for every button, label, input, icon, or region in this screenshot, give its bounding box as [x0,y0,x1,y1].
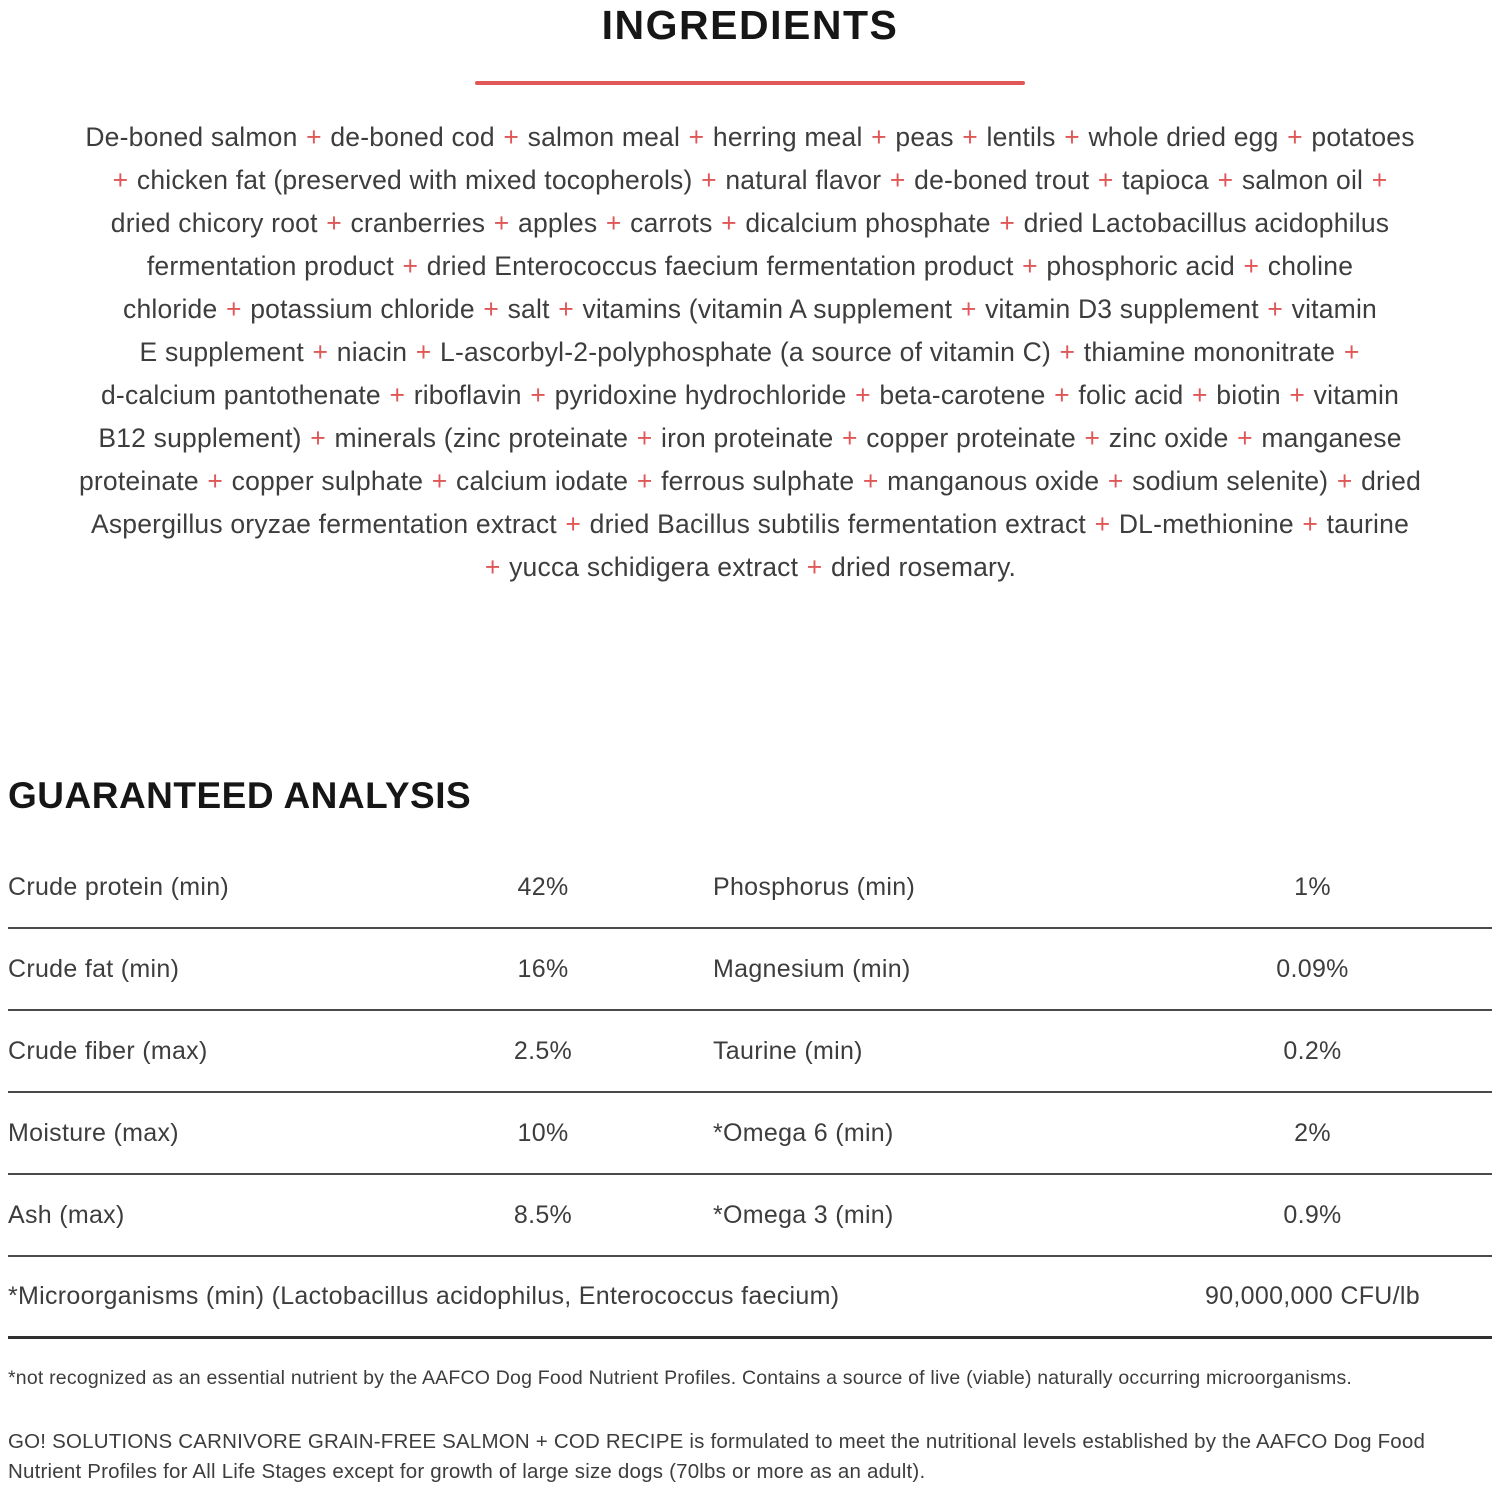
ingredient-line: + chicken fat (preserved with mixed tocopherols) + natural flavor + de-boned trout + tapioca + salmon oil + [112,165,1388,195]
plus-separator: + [999,208,1015,238]
ingredient-line: chloride + potassium chloride + salt + vitamins (vitamin A supplement + vitamin D3 supplement + vitamin [123,294,1377,324]
plus-separator: + [1237,423,1253,453]
ga-label-right: Phosphorus (min) [713,872,916,901]
ga-label-right: *Omega 6 (min) [713,1118,894,1147]
plus-separator: + [1059,337,1076,367]
ga-row [8,847,1492,929]
ingredients-text [0,116,1500,589]
ga-micro-row [8,1257,1492,1339]
plus-separator: + [605,208,622,238]
ga-micro-value: 90,000,000 CFU/lb [1205,1282,1420,1310]
ga-value-right: 0.09% [1276,954,1349,983]
plus-separator: + [636,466,653,496]
ingredient-line: B12 supplement) + minerals (zinc proteinate + iron proteinate + copper proteinate + zinc oxide + manganese [98,423,1402,453]
ga-label-left: Ash (max) [8,1200,125,1229]
plus-separator: + [1022,251,1038,281]
ingredient-line: d-calcium pantothenate + riboflavin + pyridoxine hydrochloride + beta-carotene + folic acid + biotin + vitamin [100,380,1400,410]
plus-separator: + [207,466,224,496]
ga-value-right: 0.2% [1283,1036,1342,1065]
plus-separator: + [558,294,574,324]
plus-separator: + [889,165,906,195]
micro-footnote: *not recognized as an essential nutrient by the AAFCO Dog Food Nutrient Profiles. Contains a source of live (viable) naturally occurring microorganisms. [8,1367,1353,1389]
plus-separator: + [306,122,322,152]
plus-separator: + [701,165,717,195]
ingredient-line: De-boned salmon + de-boned cod + salmon meal + herring meal + peas + lentils + whole dried egg + potatoes [85,122,1415,152]
plus-separator: + [960,294,977,324]
plus-separator: + [871,122,887,152]
title-underline-rule [475,81,1025,85]
plus-separator: + [312,337,329,367]
ga-row [8,1175,1492,1257]
plus-separator: + [688,122,705,152]
plus-separator: + [483,294,500,324]
ga-value-left: 42% [517,872,569,901]
ga-value-left: 10% [517,1118,569,1147]
ga-label-right: Magnesium (min) [713,954,911,983]
plus-separator: + [1084,423,1101,453]
plus-separator: + [431,466,448,496]
plus-separator: + [225,294,242,324]
plus-separator: + [1343,337,1360,367]
ga-value-right: 1% [1294,872,1331,901]
ingredient-line: fermentation product + dried Enterococcus faecium fermentation product + phosphoric acid + choline [146,251,1354,281]
ga-label-left: Crude protein (min) [8,872,230,901]
ga-row [8,1093,1492,1175]
ga-value-left: 16% [517,954,569,983]
plus-separator: + [402,251,419,281]
plus-separator: + [310,423,326,453]
ingredient-line: E supplement + niacin + L-ascorbyl-2-polyphosphate (a source of vitamin C) + thiamine mononitrate + [139,337,1360,367]
ga-value-left: 8.5% [513,1200,573,1229]
plus-separator: + [326,208,342,238]
plus-separator: + [1107,466,1124,496]
plus-separator: + [1054,380,1070,410]
ga-label-right: Taurine (min) [713,1036,863,1065]
ga-micro-section [8,1257,1492,1339]
plus-separator: + [636,423,653,453]
ga-value-left: 2.5% [513,1036,573,1065]
ingredient-line: dried chicory root + cranberries + apples + carrots + dicalcium phosphate + dried Lactobacillus acidophilus [110,208,1390,238]
aafco-statement: GO! SOLUTIONS CARNIVORE GRAIN-FREE SALMON + COD RECIPE is formulated to meet the nutritional levels established by the AAFCO Dog Food Nutrient Profiles for All Life Stages except for growth of large size dogs (70lbs or more as an adult). [8,1430,1426,1483]
plus-separator: + [1094,509,1111,539]
plus-separator: + [415,337,432,367]
ga-value-right: 2% [1294,1118,1331,1147]
plus-separator: + [503,122,520,152]
plus-separator: + [1243,251,1260,281]
ga-value-right: 0.9% [1283,1200,1342,1229]
guaranteed-analysis-title: GUARANTEED ANALYSIS [8,775,472,816]
ga-label-left: Crude fiber (max) [8,1036,208,1065]
ingredient-line: Aspergillus oryzae fermentation extract + dried Bacillus subtilis fermentation extract + DL-methionine + taurine [90,509,1410,539]
plus-separator: + [389,380,406,410]
page-title: INGREDIENTS [601,2,899,48]
plus-separator: + [1192,380,1208,410]
ingredient-line: + yucca schidigera extract + dried rosemary. [484,552,1017,582]
ga-label-left: Moisture (max) [8,1118,179,1147]
plus-separator: + [493,208,510,238]
plus-separator: + [112,165,129,195]
plus-separator: + [841,423,858,453]
plus-separator: + [484,552,501,582]
ga-label-right: *Omega 3 (min) [713,1200,894,1229]
plus-separator: + [1289,380,1306,410]
plus-separator: + [1217,165,1234,195]
ga-label-left: Crude fat (min) [8,954,180,983]
plus-separator: + [1371,165,1388,195]
plus-separator: + [806,552,823,582]
plus-separator: + [962,122,978,152]
ga-micro-label: *Microorganisms (min) (Lactobacillus acidophilus, Enterococcus faecium) [8,1282,840,1310]
plus-separator: + [1287,122,1303,152]
plus-separator: + [1064,122,1080,152]
ga-table [8,847,1492,1257]
plus-separator: + [855,380,871,410]
plus-separator: + [530,380,546,410]
plus-separator: + [721,208,737,238]
ga-row [8,929,1492,1011]
plus-separator: + [1302,509,1319,539]
plus-separator: + [1267,294,1284,324]
ga-row [8,1011,1492,1093]
ingredient-line: proteinate + copper sulphate + calcium iodate + ferrous sulphate + manganous oxide + sodium selenite) + dried [78,466,1422,496]
plus-separator: + [862,466,879,496]
plus-separator: + [565,509,582,539]
plus-separator: + [1336,466,1353,496]
plus-separator: + [1097,165,1114,195]
